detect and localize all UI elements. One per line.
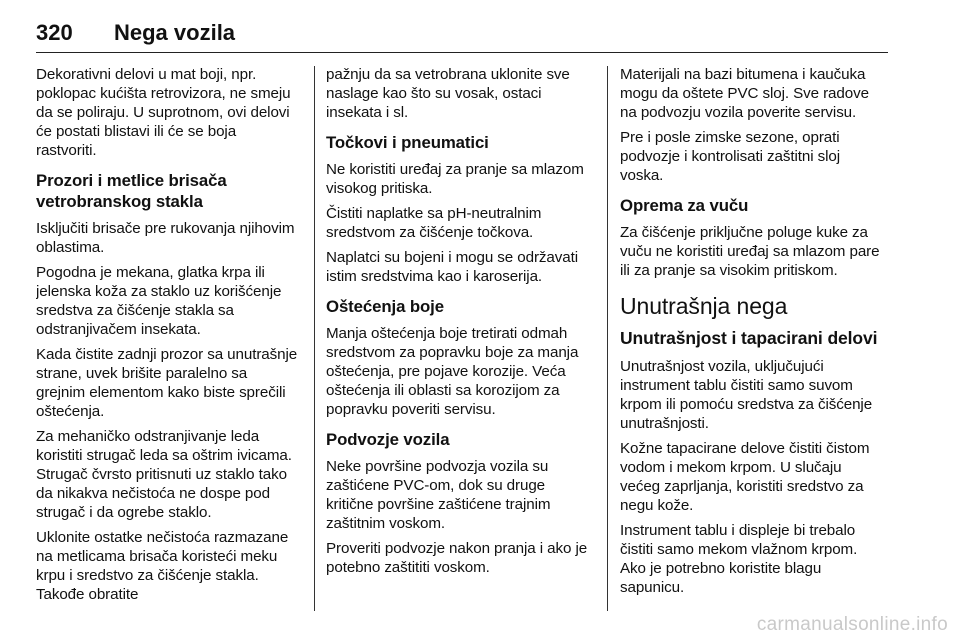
heading-paint-damage: Oštećenja boje xyxy=(326,297,444,316)
paragraph-windscreen-deposits: pažnju da sa vetrobrana uklonite sve naslage kao što su vosak, ostaci insekata i sl. xyxy=(326,66,570,121)
heading-interior-upholstery: Unutrašnjost i tapacirani delovi xyxy=(620,328,878,348)
paragraph-interior-dry-cloth: Unutrašnjost vozila, uključujući instrument tablu čistiti samo suvom krpom ili pomoću sredstva za čišćenje unutrašnjosti. xyxy=(620,358,873,432)
column-3 xyxy=(620,65,884,603)
paragraph-bitumen-materials: Materijali na bazi bitumena i kaučuka mogu da oštete PVC sloj. Sve radove na podvozju vozila poverite servisu. xyxy=(620,66,869,121)
paragraph-instrument-panel: Instrument tablu i displeje bi trebalo čistiti samo mekom vlažnom krpom. Ako je potrebno koristite blagu sapunicu. xyxy=(620,522,858,596)
paragraph-rear-window: Kada čistite zadnji prozor sa unutrašnje strane, uvek brišite paralelno sa grejnim elementom kako biste sprečili oštećenja. xyxy=(36,346,298,420)
column-divider xyxy=(314,66,315,611)
column-2 xyxy=(326,65,590,583)
page-title: Nega vozila xyxy=(114,20,236,45)
column-1 xyxy=(36,65,300,610)
paragraph-clean-wheels: Čistiti naplatke sa pH-neutralnim sredstvom za čišćenje točkova. xyxy=(326,205,542,241)
heading-towing-equipment: Oprema za vuču xyxy=(620,196,749,215)
watermark: carmanualsonline.info xyxy=(756,614,948,635)
heading-windows-wipers: Prozori i metlice brisača vetrobranskog stakla xyxy=(36,171,227,211)
heading-interior-care: Unutrašnja nega xyxy=(620,293,788,319)
column-divider xyxy=(607,66,608,611)
page-number: 320 xyxy=(36,20,73,45)
paragraph-painted-wheels: Naplatci su bojeni i mogu se održavati istim sredstvima kao i karoserija. xyxy=(326,249,578,285)
paragraph-matte-parts: Dekorativni delovi u mat boji, npr. poklopac kućišta retrovizora, ne smeju da se poliraju. U suprotnom, ovi delovi će postati blistavi ili će se boja rastvoriti. xyxy=(36,66,291,159)
paragraph-no-pressure-washer: Ne koristiti uređaj za pranje sa mlazom visokog pritiska. xyxy=(326,161,584,197)
heading-underbody: Podvozje vozila xyxy=(326,430,450,449)
paragraph-wiper-residue: Uklonite ostatke nečistoća razmazane na metlicama brisača koristeći meku krpu i sredstvo za čišćenje stakla. Takođe obratite xyxy=(36,529,289,603)
paragraph-leather-upholstery: Kožne tapacirane delove čistiti čistom vodom i mekom krpom. U slučaju većeg zaprljanja, koristiti sredstvo za negu kože. xyxy=(620,440,870,514)
paragraph-winter-season: Pre i posle zimske sezone, oprati podvozje i kontrolisati zaštitni sloj voska. xyxy=(620,129,840,184)
paragraph-paint-repair: Manja oštećenja boje tretirati odmah sredstvom za popravku boje za manja oštećenja, pre pojave korozije. Veća oštećenja ili oblasti sa korozijom za popravku poveriti servisu. xyxy=(326,325,579,418)
paragraph-underbody-check: Proveriti podvozje nakon pranja i ako je potebno zaštititi voskom. xyxy=(326,540,588,576)
heading-wheels-tyres: Točkovi i pneumatici xyxy=(326,133,489,152)
page-header xyxy=(36,12,888,53)
paragraph-soft-cloth: Pogodna je mekana, glatka krpa ili jelenska koža za staklo uz korišćenje sredstva za čišćenje stakla sa odstranjivačem insekata. xyxy=(36,264,282,338)
paragraph-switch-off-wipers: Isključiti brisače pre rukovanja njihovim oblastima. xyxy=(36,220,295,256)
paragraph-towbar-cleaning: Za čišćenje priključne poluge kuke za vuču ne koristiti uređaj sa mlazom pare ili za pranje sa visokim pritiskom. xyxy=(620,224,880,279)
paragraph-underbody-pvc: Neke površine podvozja vozila su zaštićene PVC-om, dok su druge kritične površine zaštićene trajnim zaštitnim voskom. xyxy=(326,458,551,532)
paragraph-ice-scraper: Za mehaničko odstranjivanje leda koristiti strugač leda sa oštrim ivicama. Strugač čvrsto pritisnuti uz staklo tako da nikakva nečistoća ne dospe pod strugač i da ogrebe staklo. xyxy=(36,428,292,521)
